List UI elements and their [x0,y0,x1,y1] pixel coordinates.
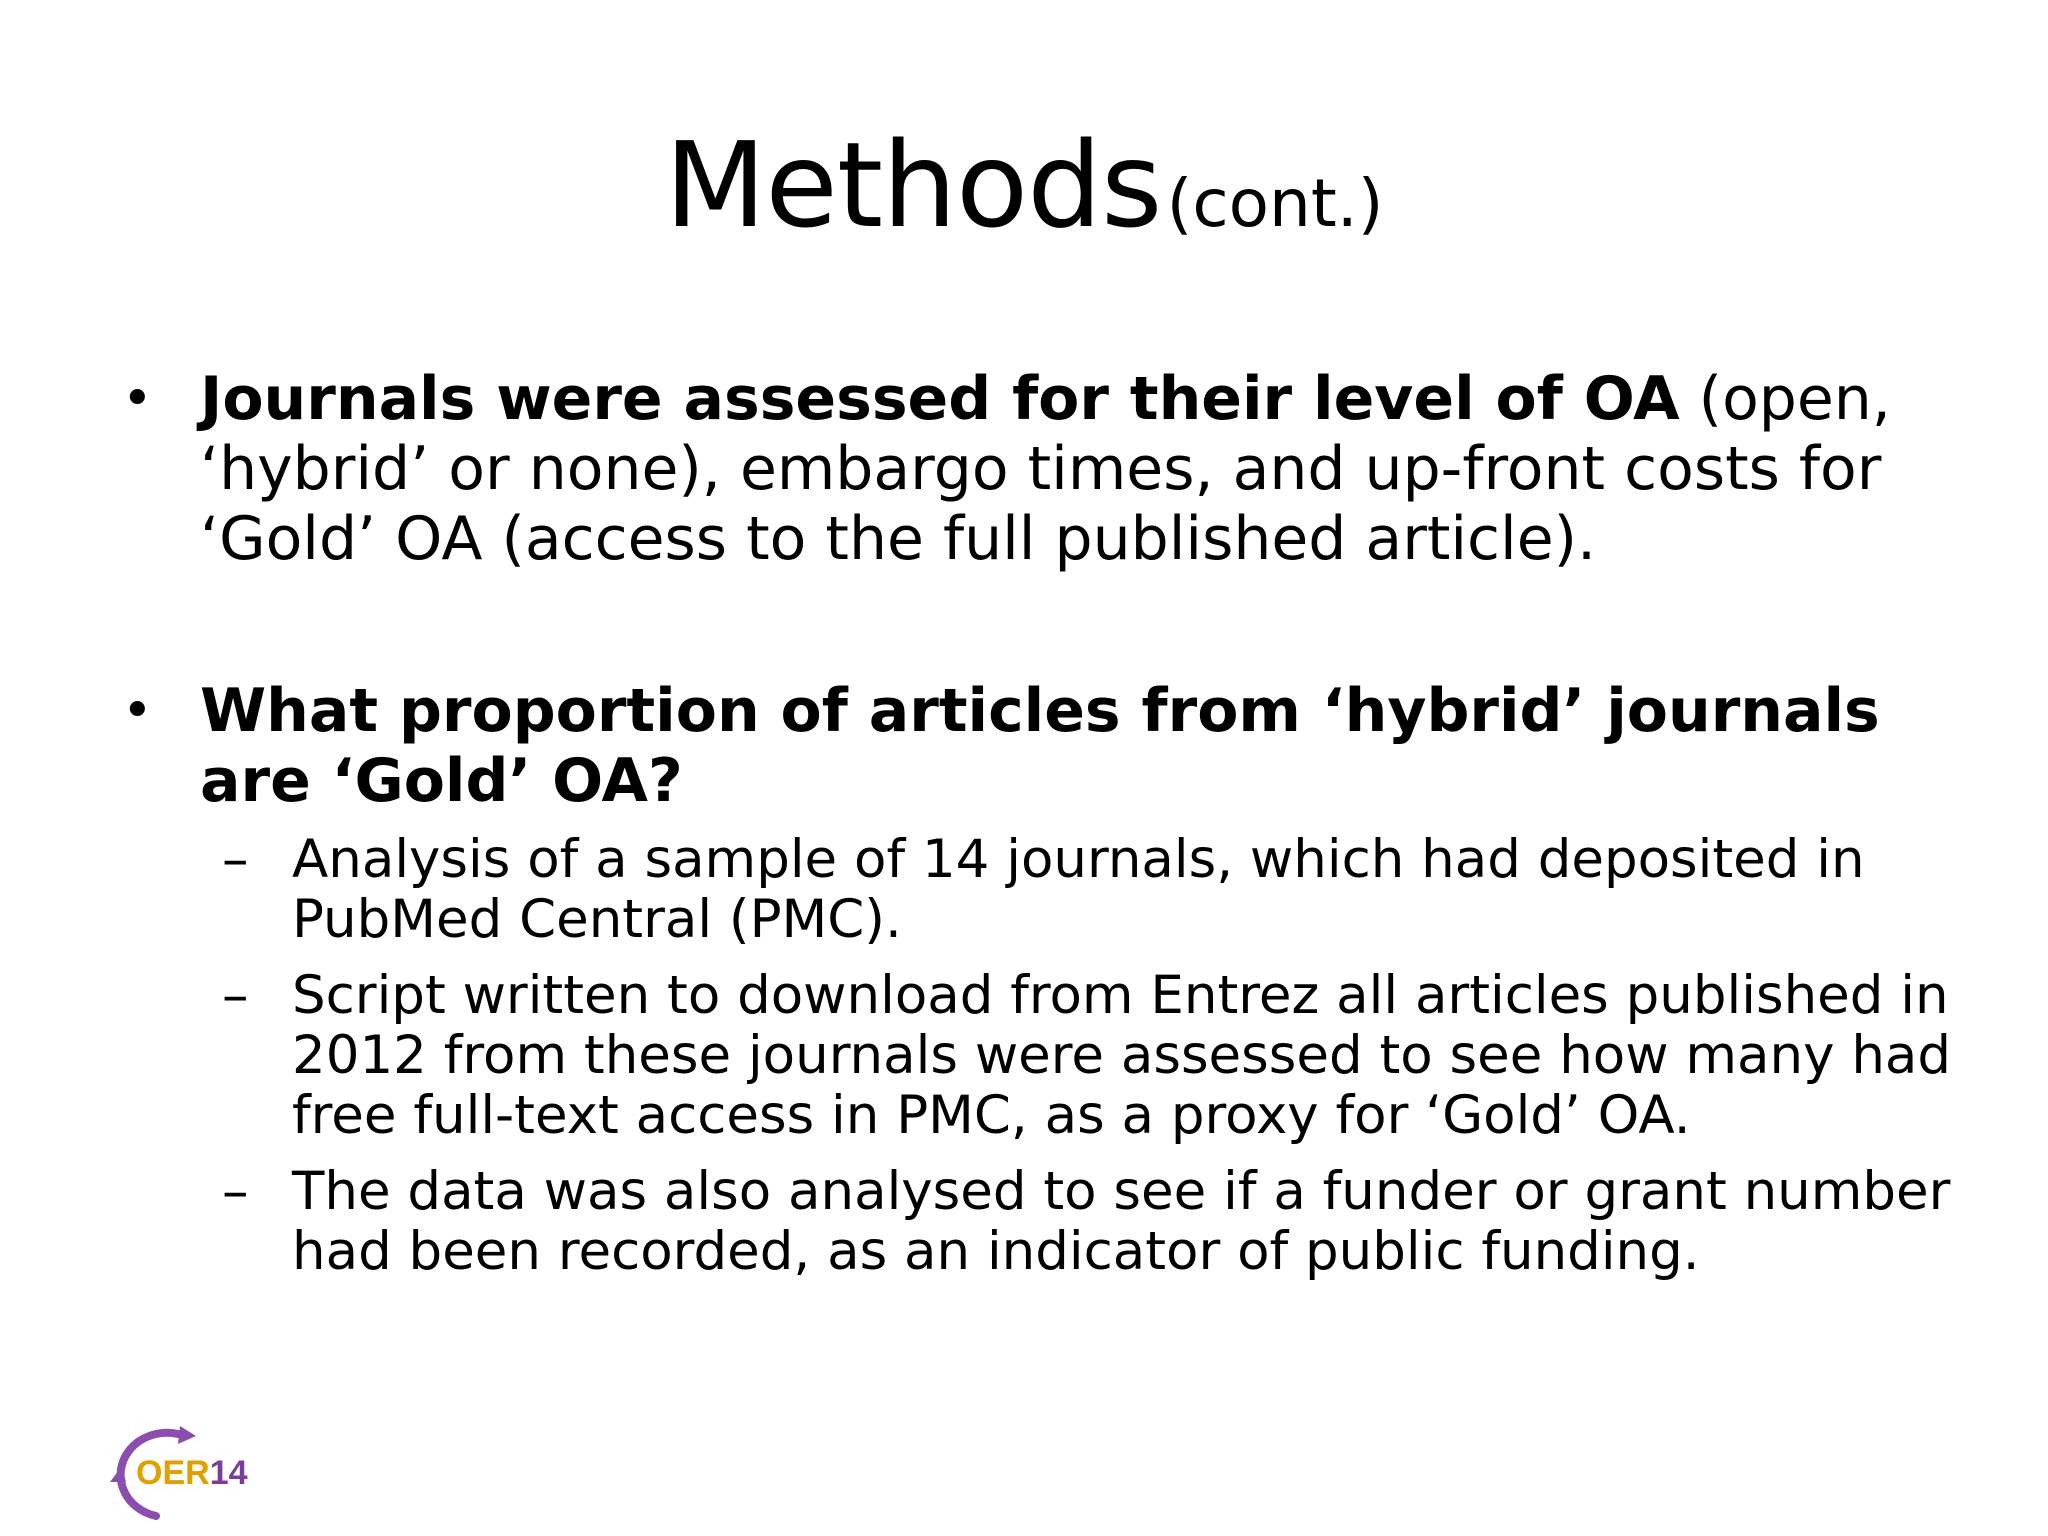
sub-bullet-text: The data was also analysed to see if a funder or grant number had been recorded, as an indicator of public funding. [292,1161,1951,1282]
bullet-marker: • [122,681,153,741]
sub-bullet-item [222,1161,1992,1282]
dash-marker: – [222,829,249,890]
sub-bullet-text: Analysis of a sample of 14 journals, which had deposited in PubMed Central (PMC). [292,829,1865,950]
slide-title [0,116,2048,254]
oer14-logo [96,1416,276,1526]
bullet-1-bold: Journals were assessed for their level of OA [200,364,1680,434]
dash-marker: – [222,965,249,1026]
sub-bullet-item [222,829,1992,950]
bullet-2-bold: What proportion of articles from ‘hybrid’ journals are ‘Gold’ OA? [200,676,1880,816]
logo-oer: OER [136,1454,210,1492]
logo-14: 14 [209,1454,248,1492]
bullet-1 [122,364,1960,574]
sub-bullet-list [222,829,1992,1298]
sub-bullet-item [222,965,1992,1146]
sub-bullet-text: Script written to download from Entrez all articles published in 2012 from these journals were assessed to see how many had free full-text access in PMC, as a proxy for ‘Gold’ OA. [292,965,1952,1146]
logo-text [136,1454,248,1493]
bullet-marker: • [122,369,153,429]
bullet-2 [122,676,1960,816]
title-main: Methods [664,116,1162,254]
bullet-1-text: (open, ‘hybrid’ or none), embargo times, and up-front costs for ‘Gold’ OA (access to the full published article). [200,364,1891,574]
title-suffix: (cont.) [1166,165,1384,242]
dash-marker: – [222,1161,249,1222]
